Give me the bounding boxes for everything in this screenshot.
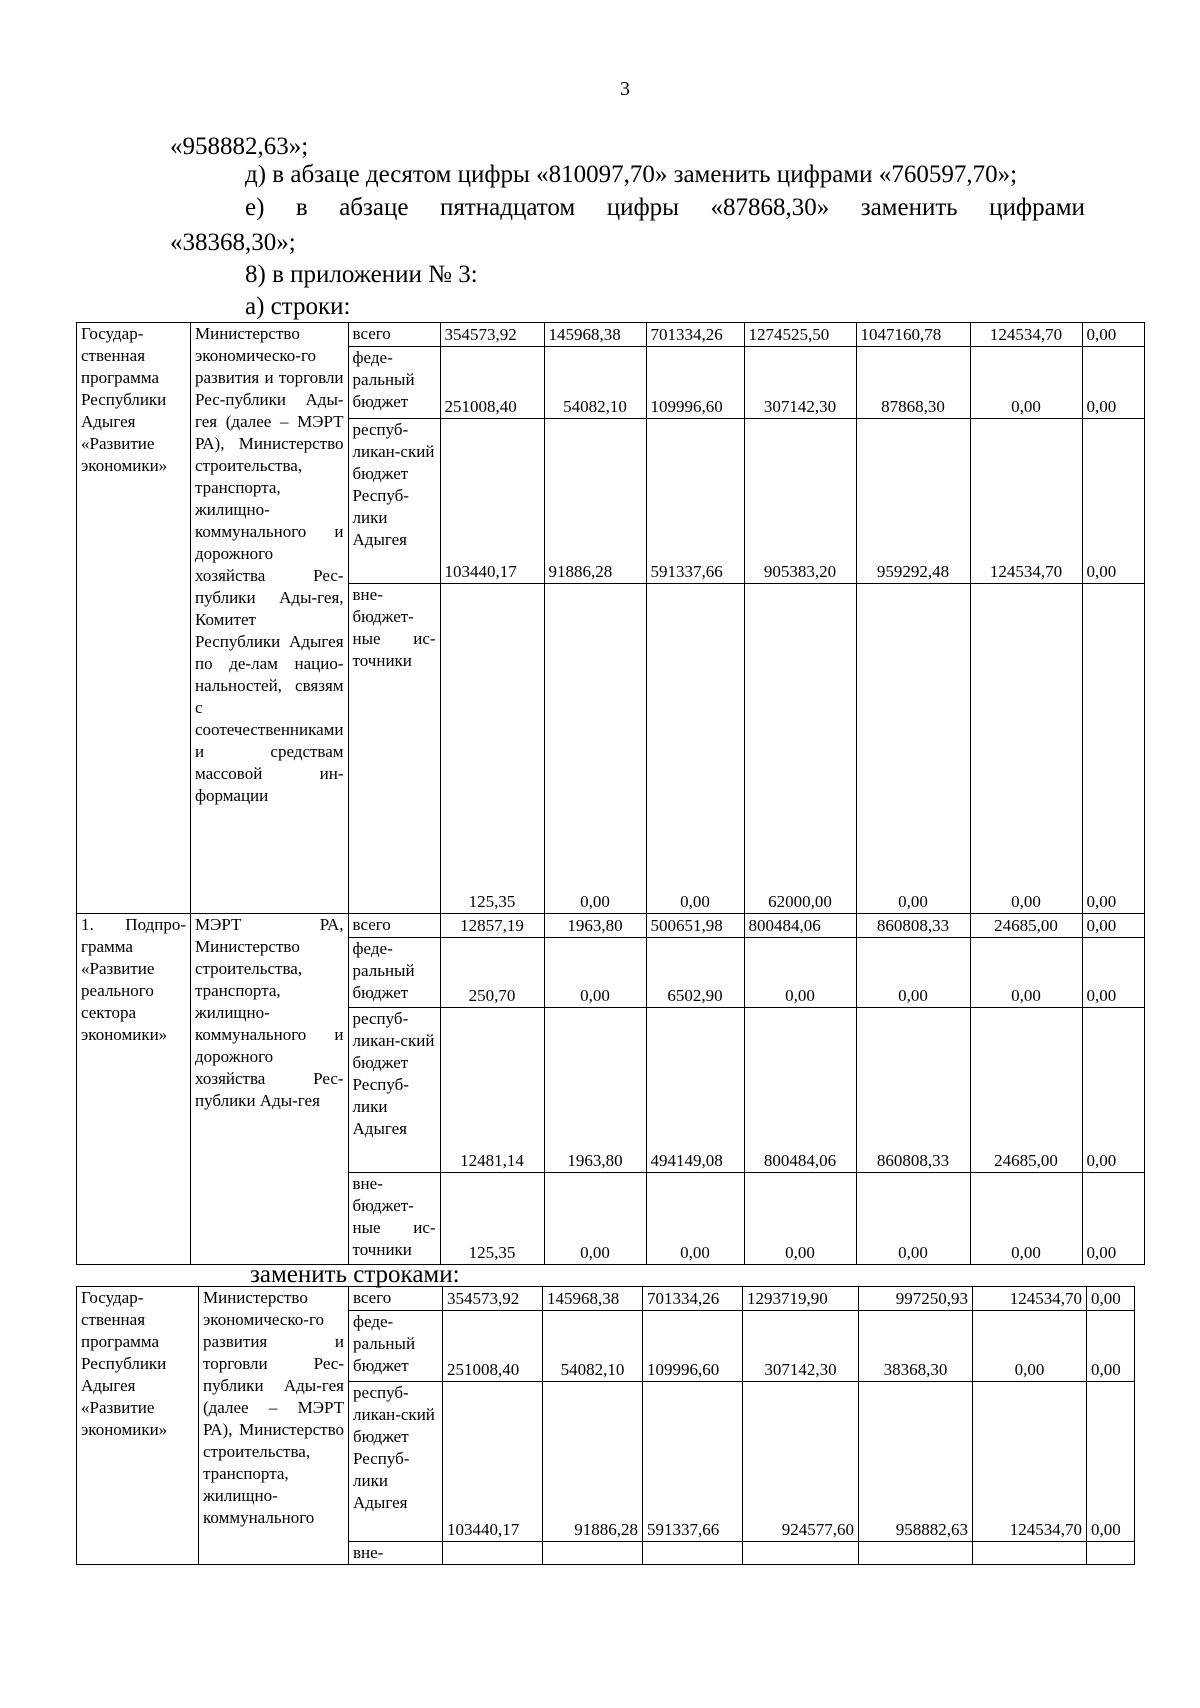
source-cell: вне-бюджет-ные ис-точники	[348, 1173, 440, 1265]
text-line-3	[245, 193, 1085, 223]
value-cell: 0,00	[1082, 938, 1144, 1008]
value-cell: 0,00	[1082, 419, 1144, 584]
value-cell: 125,35	[440, 584, 544, 914]
value-cell: 958882,63	[859, 1382, 973, 1542]
program-name-cell: Государ-ственная программа Республики Адыгея «Развитие экономики»	[77, 1287, 199, 1565]
value-cell: 1963,80	[544, 914, 646, 938]
word: цифры	[606, 194, 679, 221]
value-cell: 0,00	[1082, 1173, 1144, 1265]
source-cell: вне-бюджет-ные ис-точники	[348, 584, 440, 914]
value-cell: 109996,60	[646, 347, 744, 419]
word: заменить	[860, 194, 958, 221]
value-cell: 24685,00	[970, 1008, 1082, 1173]
value-cell	[743, 1542, 859, 1565]
value-cell: 12481,14	[440, 1008, 544, 1173]
value-cell: 251008,40	[443, 1311, 543, 1382]
value-cell: 0,00	[744, 1173, 856, 1265]
value-cell: 0,00	[1082, 584, 1144, 914]
text-line-5: 8) в приложении № 3:	[245, 261, 478, 288]
executor-cell: Министерство экономическо-го развития и торговли Рес-публики Ады-гея (далее – МЭРТ РА), Министерство строительства, транспорта, жилищно-коммунального и дорожного хозяйства Рес-публики Ады-гея, Комитет Республики Адыгея по де-лам нацио-нальностей, связям с соотечественниками и средствам массовой ин-формации	[191, 323, 349, 914]
value-cell: 591337,66	[643, 1382, 743, 1542]
word: абзаце	[339, 194, 409, 221]
value-cell: 0,00	[1087, 1311, 1135, 1382]
value-cell: 12857,19	[440, 914, 544, 938]
value-cell	[543, 1542, 643, 1565]
value-cell: 251008,40	[440, 347, 544, 419]
value-cell: 124534,70	[970, 323, 1082, 347]
value-cell: 91886,28	[544, 419, 646, 584]
value-cell: 103440,17	[443, 1382, 543, 1542]
value-cell: 91886,28	[543, 1382, 643, 1542]
value-cell: 0,00	[970, 347, 1082, 419]
value-cell: 0,00	[970, 1173, 1082, 1265]
value-cell: 0,00	[1082, 1008, 1144, 1173]
word: пятнадцатом	[439, 194, 576, 221]
value-cell: 109996,60	[643, 1311, 743, 1382]
value-cell: 1293719,90	[743, 1287, 859, 1311]
source-cell: респуб-ликан-ский бюджет Респуб-лики Адыгея	[349, 1382, 443, 1542]
value-cell: 860808,33	[856, 1008, 970, 1173]
source-cell: феде-ральный бюджет	[348, 347, 440, 419]
source-cell: вне-	[349, 1542, 443, 1565]
value-cell	[859, 1542, 973, 1565]
table-row	[77, 1287, 1135, 1311]
value-cell: 354573,92	[440, 323, 544, 347]
value-cell: 701334,26	[643, 1287, 743, 1311]
value-cell: 0,00	[744, 938, 856, 1008]
source-cell: феде-ральный бюджет	[349, 1311, 443, 1382]
value-cell: 997250,93	[859, 1287, 973, 1311]
text-line-6: а) строки:	[245, 293, 351, 320]
value-cell: 1963,80	[544, 1008, 646, 1173]
executor-cell: Министерство экономическо-го развития и торговли Рес-публики Ады-гея (далее – МЭРТ РА), Министерство строительства, транспорта, жилищно-коммунального	[199, 1287, 349, 1565]
value-cell: 0,00	[544, 1173, 646, 1265]
source-cell: феде-ральный бюджет	[348, 938, 440, 1008]
word: в	[295, 194, 308, 221]
value-cell: 103440,17	[440, 419, 544, 584]
value-cell: 0,00	[1087, 1382, 1135, 1542]
value-cell: 145968,38	[544, 323, 646, 347]
text-line-replace: заменить строками:	[250, 1261, 460, 1288]
value-cell: 591337,66	[646, 419, 744, 584]
value-cell: 494149,08	[646, 1008, 744, 1173]
value-cell	[973, 1542, 1087, 1565]
value-cell: 0,00	[544, 938, 646, 1008]
value-cell: 1047160,78	[856, 323, 970, 347]
value-cell: 500651,98	[646, 914, 744, 938]
value-cell: 145968,38	[543, 1287, 643, 1311]
value-cell: 0,00	[1082, 914, 1144, 938]
value-cell: 860808,33	[856, 914, 970, 938]
value-cell: 124534,70	[973, 1382, 1087, 1542]
source-cell: всего	[349, 1287, 443, 1311]
value-cell: 250,70	[440, 938, 544, 1008]
source-cell: всего	[348, 323, 440, 347]
source-cell: респуб-ликан-ский бюджет Респуб-лики Адыгея	[348, 1008, 440, 1173]
value-cell: 0,00	[1087, 1287, 1135, 1311]
value-cell: 0,00	[1082, 347, 1144, 419]
page-number: 3	[620, 78, 630, 100]
word: цифрами	[989, 194, 1085, 221]
value-cell: 905383,20	[744, 419, 856, 584]
program-name-cell: Государ-ственная программа Республики Адыгея «Развитие экономики»	[77, 323, 191, 914]
source-cell: всего	[348, 914, 440, 938]
value-cell	[643, 1542, 743, 1565]
subprogram-name-cell: 1. Подпро-грамма «Развитие реального сектора экономики»	[77, 914, 191, 1265]
value-cell	[1087, 1542, 1135, 1565]
value-cell: 0,00	[646, 584, 744, 914]
value-cell: 0,00	[1082, 323, 1144, 347]
value-cell: 0,00	[856, 938, 970, 1008]
value-cell: 124534,70	[973, 1287, 1087, 1311]
value-cell: 0,00	[856, 1173, 970, 1265]
value-cell: 701334,26	[646, 323, 744, 347]
value-cell: 87868,30	[856, 347, 970, 419]
value-cell: 62000,00	[744, 584, 856, 914]
value-cell: 959292,48	[856, 419, 970, 584]
value-cell: 38368,30	[859, 1311, 973, 1382]
value-cell: 307142,30	[743, 1311, 859, 1382]
word: «87868,30»	[710, 194, 830, 221]
text-line-2: д) в абзаце десятом цифры «810097,70» заменить цифрами «760597,70»;	[245, 161, 1018, 188]
value-cell: 924577,60	[743, 1382, 859, 1542]
value-cell: 6502,90	[646, 938, 744, 1008]
value-cell: 0,00	[544, 584, 646, 914]
value-cell: 0,00	[970, 584, 1082, 914]
value-cell: 0,00	[973, 1311, 1087, 1382]
value-cell: 307142,30	[744, 347, 856, 419]
old-rows-table	[76, 322, 1145, 1265]
value-cell: 54082,10	[543, 1311, 643, 1382]
value-cell	[443, 1542, 543, 1565]
new-rows-table	[76, 1286, 1135, 1565]
value-cell: 24685,00	[970, 914, 1082, 938]
source-cell: респуб-ликан-ский бюджет Респуб-лики Адыгея	[348, 419, 440, 584]
table-row	[77, 323, 1145, 347]
value-cell: 354573,92	[443, 1287, 543, 1311]
table-row	[77, 914, 1145, 938]
value-cell: 0,00	[646, 1173, 744, 1265]
value-cell: 125,35	[440, 1173, 544, 1265]
text-line-1: «958882,63»;	[170, 133, 309, 160]
value-cell: 0,00	[970, 938, 1082, 1008]
value-cell: 800484,06	[744, 1008, 856, 1173]
value-cell: 1274525,50	[744, 323, 856, 347]
text-line-4: «38368,30»;	[170, 229, 296, 256]
executor-cell: МЭРТ РА, Министерство строительства, транспорта, жилищно-коммунального и дорожного хозяйства Рес-публики Ады-гея	[191, 914, 349, 1265]
value-cell: 0,00	[856, 584, 970, 914]
word: е)	[245, 194, 265, 221]
value-cell: 800484,06	[744, 914, 856, 938]
value-cell: 124534,70	[970, 419, 1082, 584]
value-cell: 54082,10	[544, 347, 646, 419]
